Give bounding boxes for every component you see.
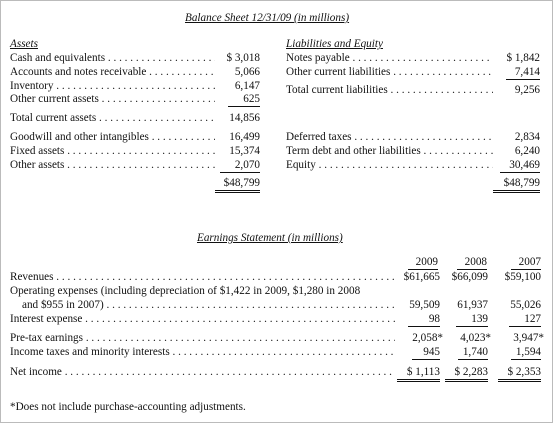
asset-label-inventory: Inventory . . . [10,80,215,93]
year-header-2009: 2009 [408,256,438,270]
revenues-2008: $66,099 [451,271,488,283]
total-current-liabilities-value: 9,256 [514,84,540,96]
balance-sheet-title: Balance Sheet 12/31/09 (in millions) [185,12,350,24]
opex-label-line1: Operating expenses (including depreciation of $1,422 in 2009, $1,280 in 2008 [10,285,361,297]
opex-label-line2: and $955 in 2007) . . . [22,299,395,312]
total-assets-value: $48,799 [215,177,260,193]
earnings-title: Earnings Statement (in millions) [197,232,343,244]
net-income-label: Net income . . . [10,366,395,379]
asset-value-receivables: 5,066 [234,66,260,78]
revenues-2009: $61,665 [403,271,440,283]
taxes-2007: 1,594 [511,346,541,360]
liability-value-other-current: 7,414 [506,66,540,80]
net-income-2008: $ 2,283 [445,366,488,382]
asset-value-other: 2,070 [220,159,260,173]
interest-2007: 127 [509,313,541,327]
taxes-2008: 1,740 [458,346,488,360]
liability-label-term-debt: Term debt and other liabilities . . . [286,145,493,158]
liability-value-notes-payable: $ 1,842 [506,52,540,64]
liability-label-notes-payable: Notes payable . . . [286,52,493,65]
asset-label-other-current: Other current assets . . . [10,93,215,106]
asset-value-cash: $ 3,018 [226,52,260,64]
taxes-2009: 945 [412,346,440,360]
opex-2009: 59,509 [409,299,440,311]
liabilities-heading: Liabilities and Equity [286,38,383,50]
liability-label-other-current: Other current liabilities . . . [286,66,493,79]
net-income-2007: $ 2,353 [498,366,541,382]
taxes-label: Income taxes and minority interests . . . [10,346,395,359]
year-header-2008: 2008 [457,256,487,270]
asset-label-goodwill: Goodwill and other intangibles . . . [10,131,215,144]
year-header-2007: 2007 [511,256,541,270]
revenues-label: Revenues . . . [10,271,395,284]
total-current-liabilities-label: Total current liabilities . . . [286,84,493,97]
pretax-2008: 4,023* [460,332,491,344]
liability-value-deferred-taxes: 2,834 [514,131,540,143]
opex-2008: 61,937 [457,299,488,311]
assets-heading: Assets [10,38,38,50]
asset-label-cash: Cash and equivalents . . . [10,52,215,65]
opex-2007: 55,026 [510,299,541,311]
liability-label-equity: Equity . . . [286,159,493,172]
total-current-assets-value: 14,856 [229,112,260,124]
total-current-assets-label: Total current assets . . . [10,112,215,125]
pretax-label: Pre-tax earnings . . . [10,332,395,345]
asset-value-fixed: 15,374 [229,145,260,157]
interest-label: Interest expense . . . [10,313,395,326]
asset-label-fixed: Fixed assets . . . [10,145,215,158]
asset-value-inventory: 6,147 [234,80,260,92]
pretax-2009: 2,058* [412,332,443,344]
liability-label-deferred-taxes: Deferred taxes . . . [286,131,493,144]
asset-label-receivables: Accounts and notes receivable . . . [10,66,215,79]
total-liabilities-equity-value: $48,799 [493,177,540,193]
interest-2008: 139 [456,313,488,327]
asset-value-goodwill: 16,499 [229,131,260,143]
asset-value-other-current: 625 [228,93,260,107]
liability-value-term-debt: 6,240 [514,145,540,157]
revenues-2007: $59,100 [504,271,541,283]
pretax-2007: 3,947* [513,332,544,344]
net-income-2009: $ 1,113 [397,366,440,382]
interest-2009: 98 [408,313,440,327]
asset-label-other: Other assets . . . [10,159,215,172]
liability-value-equity: 30,469 [500,159,540,173]
footnote: *Does not include purchase-accounting adjustments. [10,401,246,413]
